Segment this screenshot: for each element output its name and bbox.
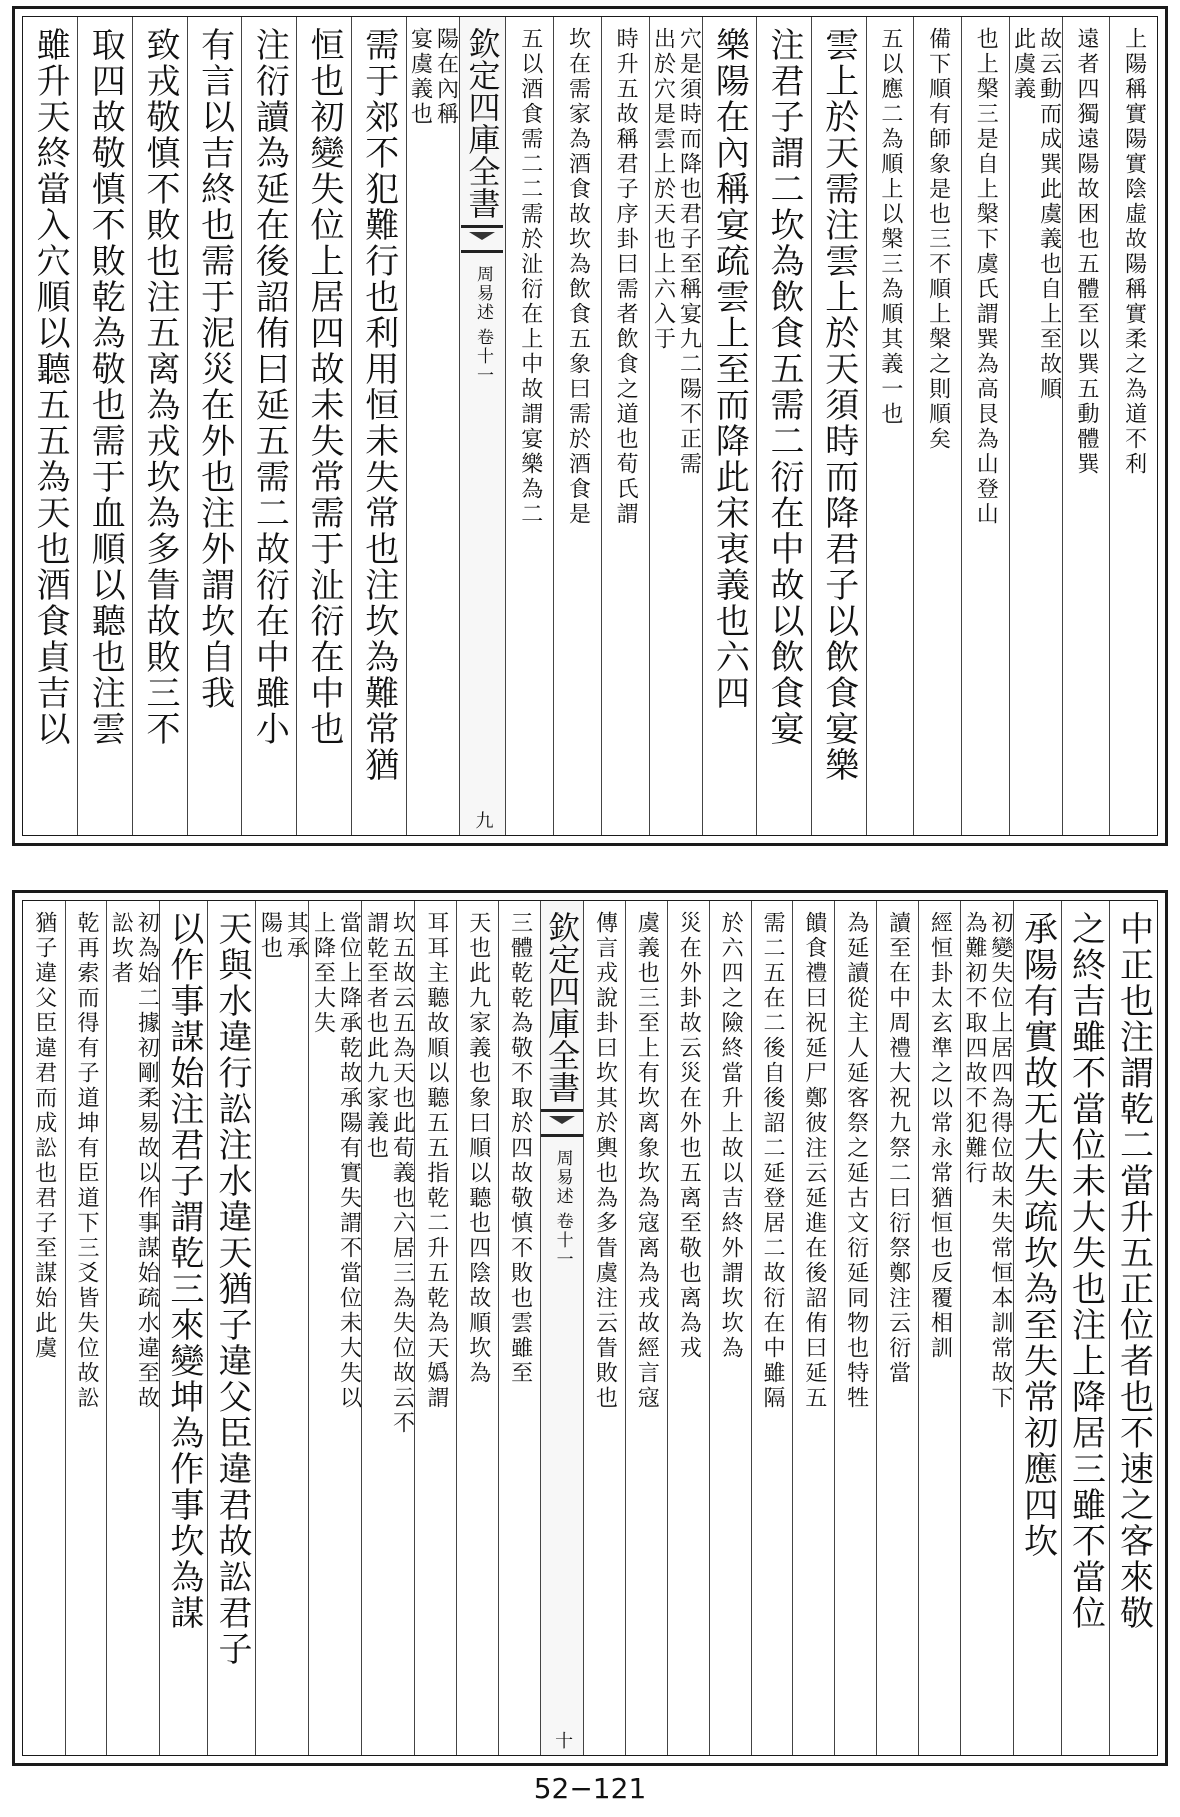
text-column xyxy=(553,17,601,835)
main-text: 有言以吉終也需于泥災在外也注外謂坎自我 xyxy=(194,27,235,711)
text-column xyxy=(702,17,757,835)
text-column xyxy=(406,17,459,835)
commentary-text: 訟坎者 xyxy=(108,911,134,986)
commentary-text: 饋食禮曰祝延尸鄭彼注云延進在後詔侑曰延五 xyxy=(801,911,827,1411)
text-column xyxy=(866,17,914,835)
text-column xyxy=(456,901,498,1755)
text-column xyxy=(159,901,207,1755)
top-page-frame xyxy=(22,16,1158,836)
text-column xyxy=(505,17,553,835)
main-text: 取四故敬慎不敗乾為敬也需于血順以聽也注雲 xyxy=(85,27,126,747)
center-fold-column xyxy=(540,901,583,1755)
collection-title: 欽定四庫全書 xyxy=(543,911,582,1103)
book-title: 周易述 xyxy=(552,1149,573,1206)
text-column xyxy=(960,901,1013,1755)
text-column xyxy=(961,17,1009,835)
commentary-text: 陽也 xyxy=(257,911,283,961)
commentary-text: 傳言戎說卦曰坎其於輿也為多眚虞注云眚敗也 xyxy=(592,911,618,1411)
text-column xyxy=(583,901,625,1755)
text-column xyxy=(1109,901,1157,1755)
text-column xyxy=(756,17,811,835)
main-text: 恒也初變失位上居四故未失常需于沚衍在中也 xyxy=(304,27,344,747)
fishtail-mark-icon xyxy=(461,225,503,253)
main-text: 致戎敬慎不敗也注五离為戎坎為多眚故敗三不 xyxy=(139,27,180,747)
commentary-text: 災在外卦故云災在外也五离至敬也离為戎 xyxy=(676,911,702,1361)
text-column xyxy=(751,901,793,1755)
text-column xyxy=(649,17,702,835)
collection-title: 欽定四庫全書 xyxy=(463,27,502,219)
commentary-text: 坎在需家為酒食故坎為飲食五象曰需於酒食是 xyxy=(565,27,591,527)
page-number: 52−121 xyxy=(533,1772,647,1805)
bottom-page-columns xyxy=(23,901,1157,1755)
volume-label: 卷十一 xyxy=(472,328,493,385)
center-fold-content xyxy=(461,27,503,829)
top-page-columns xyxy=(23,17,1157,835)
text-column xyxy=(811,17,866,835)
main-text: 注君子謂二坎為飲食五需二衍在中故以飲食宴 xyxy=(764,27,805,747)
commentary-text: 謂乾至者也此九家義也 xyxy=(363,911,389,1161)
text-column xyxy=(414,901,456,1755)
main-text: 注衍讀為延在後詔侑曰延五需二故衍在中雖小 xyxy=(249,27,290,747)
text-column xyxy=(65,901,107,1755)
center-fold-content xyxy=(541,911,583,1749)
main-text: 之終吉雖不當位未大失也注上降居三雖不當位 xyxy=(1065,911,1106,1631)
text-column xyxy=(498,901,540,1755)
text-column xyxy=(834,901,876,1755)
text-column xyxy=(296,17,351,835)
text-column xyxy=(792,901,834,1755)
commentary-text: 也上槃三是自上槃下虞氏謂巽為高艮為山登山 xyxy=(973,27,999,527)
text-column xyxy=(913,17,961,835)
commentary-text: 虞義也三至上有坎离象坎為寇离為戎故經言寇 xyxy=(634,911,660,1411)
main-text: 以作事謀始注君子謂乾三來變坤為作事坎為謀 xyxy=(163,911,204,1631)
main-text: 承陽有實故无大失疏坎為至失常初應四坎 xyxy=(1017,911,1058,1559)
text-column xyxy=(361,901,414,1755)
commentary-text: 三體乾乾為敬不取於四故敬慎不敗也雲雖至 xyxy=(507,911,533,1386)
commentary-text: 陽在內稱 xyxy=(433,27,459,127)
commentary-text: 於六四之險終當升上故以吉終外謂坎坎為 xyxy=(718,911,744,1361)
commentary-text: 坎五故云五為天也此荀義也六居三為失位故云不 xyxy=(389,911,415,1436)
commentary-text: 遠者四獨遠陽故困也五體至以巽五動體巽 xyxy=(1073,27,1099,477)
text-column xyxy=(351,17,406,835)
commentary-text: 五以應二為順上以槃三為順其義一也 xyxy=(877,27,903,427)
commentary-text: 初變失位上居四為得位故未失常恒本訓常故下 xyxy=(987,911,1013,1411)
commentary-text: 初為始二據初剛柔易故以作事謀始疏水違至故 xyxy=(134,911,160,1411)
main-text: 雲上於天需注雲上於天須時而降君子以飲食宴樂 xyxy=(818,27,859,783)
text-column xyxy=(106,901,159,1755)
commentary-text: 時升五故稱君子序卦曰需者飲食之道也荀氏謂 xyxy=(613,27,639,527)
folio-number: 十 xyxy=(552,1731,574,1749)
commentary-text: 猶子違父臣違君而成訟也君子至謀始此虞 xyxy=(31,911,57,1361)
text-column xyxy=(1013,901,1061,1755)
commentary-text: 為難初不取四故不犯難行 xyxy=(961,911,987,1186)
text-column xyxy=(308,901,361,1755)
text-column xyxy=(918,901,960,1755)
volume-label: 卷十一 xyxy=(552,1212,573,1269)
text-column xyxy=(625,901,667,1755)
text-column xyxy=(207,901,255,1755)
commentary-text: 當位上降承乾故承陽有實失謂不當位未大失以 xyxy=(336,911,362,1411)
commentary-text: 為延讀從主人延客祭之延古文衍延同物也特牲 xyxy=(843,911,869,1411)
bottom-page-frame xyxy=(22,900,1158,1756)
text-column xyxy=(23,17,77,835)
text-column xyxy=(709,901,751,1755)
commentary-text: 其承 xyxy=(283,911,309,961)
commentary-text: 上陽稱實陽實陰虛故陽稱實柔之為道不利 xyxy=(1121,27,1147,477)
center-fold-column xyxy=(459,17,506,835)
commentary-text: 天也此九家義也象曰順以聽也四陰故順坎為 xyxy=(465,911,491,1386)
commentary-text: 穴是須時而降也君子至稱宴九二陽不正需 xyxy=(676,27,702,477)
text-column xyxy=(1009,17,1062,835)
text-column xyxy=(255,901,308,1755)
commentary-text: 需二五在二後自後詔二延登居二故衍在中雖隔 xyxy=(760,911,786,1411)
commentary-text: 宴虞義也 xyxy=(407,27,433,127)
main-text: 雖升天終當入穴順以聽五五為天也酒食貞吉以 xyxy=(30,27,71,747)
text-column xyxy=(241,17,296,835)
bottom-page xyxy=(12,890,1168,1766)
text-column xyxy=(1109,17,1157,835)
text-column xyxy=(1061,901,1109,1755)
commentary-text: 此虞義 xyxy=(1010,27,1036,102)
text-column xyxy=(77,17,132,835)
commentary-text: 經恒卦太玄準之以常永常猶恒也反覆相訓 xyxy=(927,911,953,1361)
book-title: 周易述 xyxy=(472,265,493,322)
text-column xyxy=(601,17,649,835)
text-column xyxy=(132,17,187,835)
text-column xyxy=(23,901,65,1755)
main-text: 中正也注謂乾二當升五正位者也不速之客來敬 xyxy=(1113,911,1154,1631)
top-page xyxy=(12,6,1168,846)
commentary-text: 五以酒食需二二需於沚衍在上中故謂宴樂為二 xyxy=(517,27,543,527)
text-column xyxy=(187,17,242,835)
main-text: 天與水違行訟注水違天猶子違父臣違君故訟君子 xyxy=(211,911,252,1667)
commentary-text: 讀至在中周禮大祝九祭二曰衍祭鄭注云衍當 xyxy=(885,911,911,1386)
fishtail-mark-icon xyxy=(541,1109,583,1137)
commentary-text: 出於穴是雲上於天也上六入于 xyxy=(650,27,676,352)
text-column xyxy=(1062,17,1110,835)
text-column xyxy=(667,901,709,1755)
commentary-text: 耳耳主聽故順以聽五五指乾二升五乾為天嬀謂 xyxy=(423,911,449,1411)
main-text: 需于郊不犯難行也利用恒未失常也注坎為難常猶 xyxy=(358,27,399,783)
main-text: 樂陽在內稱宴疏雲上至而降此宋衷義也六四 xyxy=(709,27,750,711)
folio-number: 九 xyxy=(472,811,494,829)
commentary-text: 備下順有師象是也三不順上槃之則順矣 xyxy=(925,27,951,452)
text-column xyxy=(876,901,918,1755)
commentary-text: 上降至大失 xyxy=(310,911,336,1036)
commentary-text: 乾再索而得有子道坤有臣道下三爻皆失位故訟 xyxy=(73,911,99,1411)
commentary-text: 故云動而成巽此虞義也自上至故順 xyxy=(1036,27,1062,402)
